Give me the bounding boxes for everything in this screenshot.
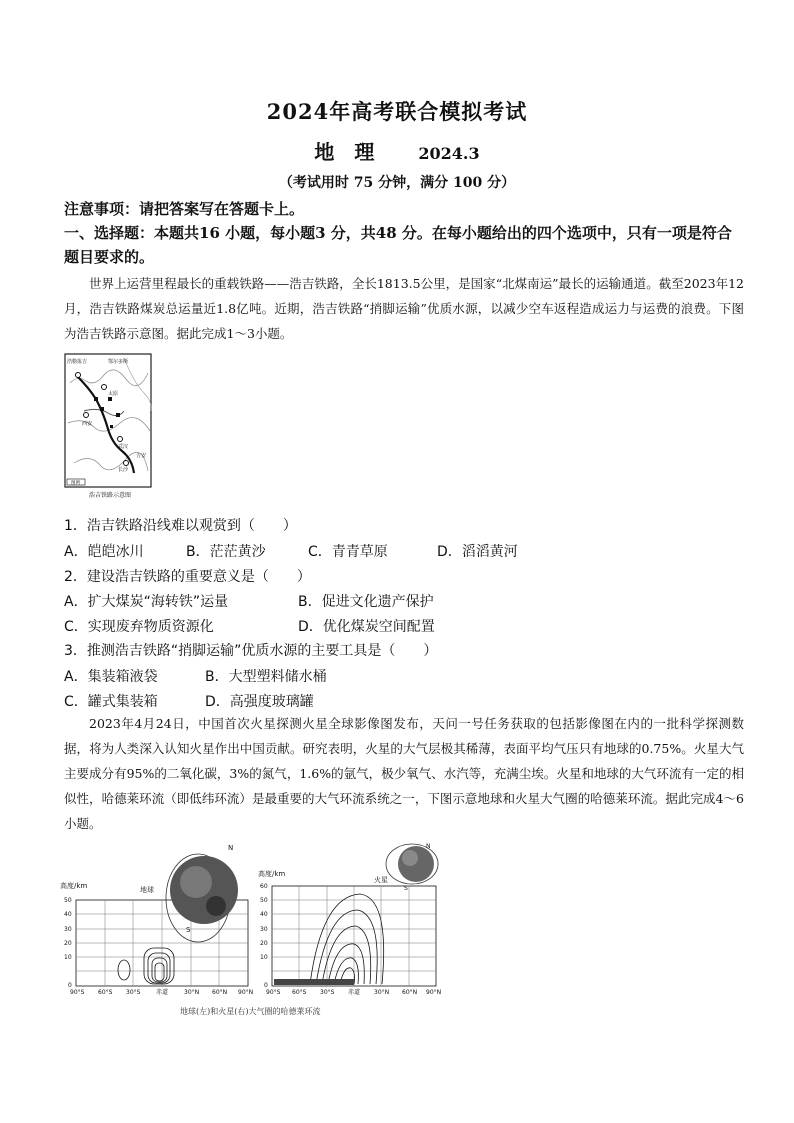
question-1-option-d: D．滔滔黄河 [437, 544, 518, 560]
question-1-option-a: A．皑皑冰川 [64, 544, 144, 560]
mars-ytick: 40 [260, 911, 268, 918]
question-3-stem: 3．推测浩吉铁路“捎脚运输”优质水源的主要工具是（ ） [64, 643, 438, 659]
question-2-option-a: A．扩大煤炭“海转铁”运量 [64, 594, 229, 610]
mars-pole-n: N [426, 843, 431, 850]
mars-xtick: 90°N [426, 989, 442, 996]
earth-planet-label: 地球 [140, 886, 154, 894]
question-3-option-b: B．大型塑料储水桶 [205, 669, 327, 685]
earth-ytick: 20 [64, 940, 72, 947]
earth-panel [60, 844, 253, 996]
question-2-option-c: C．实现废弃物质资源化 [64, 619, 214, 635]
question-1-stem: 1．浩吉铁路沿线难以观赏到（ ） [64, 518, 297, 534]
mars-ytick: 10 [260, 954, 268, 961]
passage-haoji-railway: 世界上运营里程最长的重载铁路——浩吉铁路，全长1813.5公里，是国家“北煤南运”最长的运输通道。截至2023年12月，浩吉铁路煤炭总运量近1.8亿吨。近期，浩吉铁路“捎脚运输”优质水源，以减少空车返程造成运力与运费的浪费。下图为浩吉铁路示意图。据此完成1～3小题。 [64, 276, 744, 341]
mars-ytick: 20 [260, 940, 268, 947]
railway-map-graphic [64, 353, 152, 488]
map-legend: 图例 [71, 481, 80, 486]
map-label: 吉安 [136, 453, 147, 459]
earth-ytick: 40 [64, 911, 72, 918]
map-label: 鄂尔多斯 [108, 359, 129, 365]
earth-pole-s: S [186, 926, 191, 934]
earth-ytick: 0 [68, 982, 72, 989]
map-caption: 浩吉铁路示意图 [88, 492, 131, 499]
mars-planet-label: 火星 [374, 876, 388, 884]
haoji-railway-map [64, 353, 152, 488]
mars-panel [258, 843, 441, 996]
question-1-option-b: B．茫茫黄沙 [186, 544, 266, 560]
earth-xtick: 30°N [184, 989, 200, 996]
hadley-circulation-figure [60, 840, 460, 1000]
question-3-option-a: A．集装箱液袋 [64, 669, 158, 685]
earth-ytick: 50 [64, 897, 72, 904]
mars-xtick: 赤道 [348, 989, 361, 996]
mars-xtick: 30°N [374, 989, 390, 996]
map-label: 太原 [108, 391, 119, 397]
map-label: 长沙 [118, 467, 129, 473]
earth-pole-n: N [228, 844, 234, 852]
question-3-option-d: D．高强度玻璃罐 [205, 694, 314, 710]
mars-ylabel: 高度/km [258, 870, 286, 878]
question-2-option-d: D．优化煤炭空间配置 [298, 619, 435, 635]
figure-caption: 地球(左)和火星(右)大气圈的哈德莱环流 [180, 1007, 321, 1016]
earth-xtick: 赤道 [156, 989, 169, 996]
earth-ytick: 30 [64, 926, 72, 933]
mars-xtick: 90°S [266, 989, 281, 996]
earth-ytick: 10 [64, 954, 72, 961]
mars-ytick: 50 [260, 897, 268, 904]
mars-ytick: 0 [264, 982, 268, 989]
earth-xtick: 60°S [98, 989, 113, 996]
mars-xtick: 60°N [402, 989, 418, 996]
earth-ylabel: 高度/km [60, 882, 88, 890]
question-3-option-c: C．罐式集装箱 [64, 694, 158, 710]
map-label: 武汉 [118, 444, 129, 450]
map-label: 西安 [82, 421, 93, 427]
subject-line [0, 136, 794, 165]
mars-ytick: 30 [260, 926, 268, 933]
earth-xtick: 90°N [238, 989, 254, 996]
hadley-figure-graphic [60, 840, 460, 1000]
question-1-option-c: C．青青草原 [308, 544, 388, 560]
mars-ytick: 60 [260, 883, 268, 890]
earth-xtick: 90°S [70, 989, 85, 996]
mars-pole-s: S [404, 885, 408, 892]
notice: 注意事项：请把答案写在答题卡上。 [64, 200, 305, 218]
mars-xtick: 60°S [292, 989, 307, 996]
question-2-option-b: B．促进文化遗产保护 [298, 594, 434, 610]
exam-info: （考试用时 75 分钟，满分 100 分） [278, 175, 516, 191]
passage-mars-atmosphere: 2023年4月24日，中国首次火星探测火星全球影像图发布，天问一号任务获取的包括影像图在内的一批科学探测数据，将为人类深入认知火星作出中国贡献。研究表明，火星的大气层极其稀薄，表面平均气压只有地球的0.75%。火星大气主要成分有95%的二氧化碳，3%的氮气，1.6%的氩气，极少氧气、水汽等，充满尘埃。火星和地球的大气环流有一定的相似性，哈德莱环流（即低纬环流）是最重要的大气环流系统之一，下图示意地球和火星大气圈的哈德莱环流。据此完成4～6小题。 [64, 716, 744, 831]
mars-xtick: 30°S [320, 989, 335, 996]
earth-xtick: 60°N [212, 989, 228, 996]
earth-xtick: 30°S [126, 989, 141, 996]
subject-name: 地 理 [314, 140, 375, 164]
section-heading: 一、选择题：本题共16 小题，每小题3 分，共48 分。在每小题给出的四个选项中，只有一项是符合题目要求的。 [64, 224, 732, 266]
exam-title: 2024年高考联合模拟考试 [266, 99, 528, 124]
map-label: 浩勒报吉 [67, 359, 88, 365]
exam-date: 2024.3 [418, 144, 480, 163]
question-2-stem: 2．建设浩吉铁路的重要意义是（ ） [64, 569, 311, 585]
